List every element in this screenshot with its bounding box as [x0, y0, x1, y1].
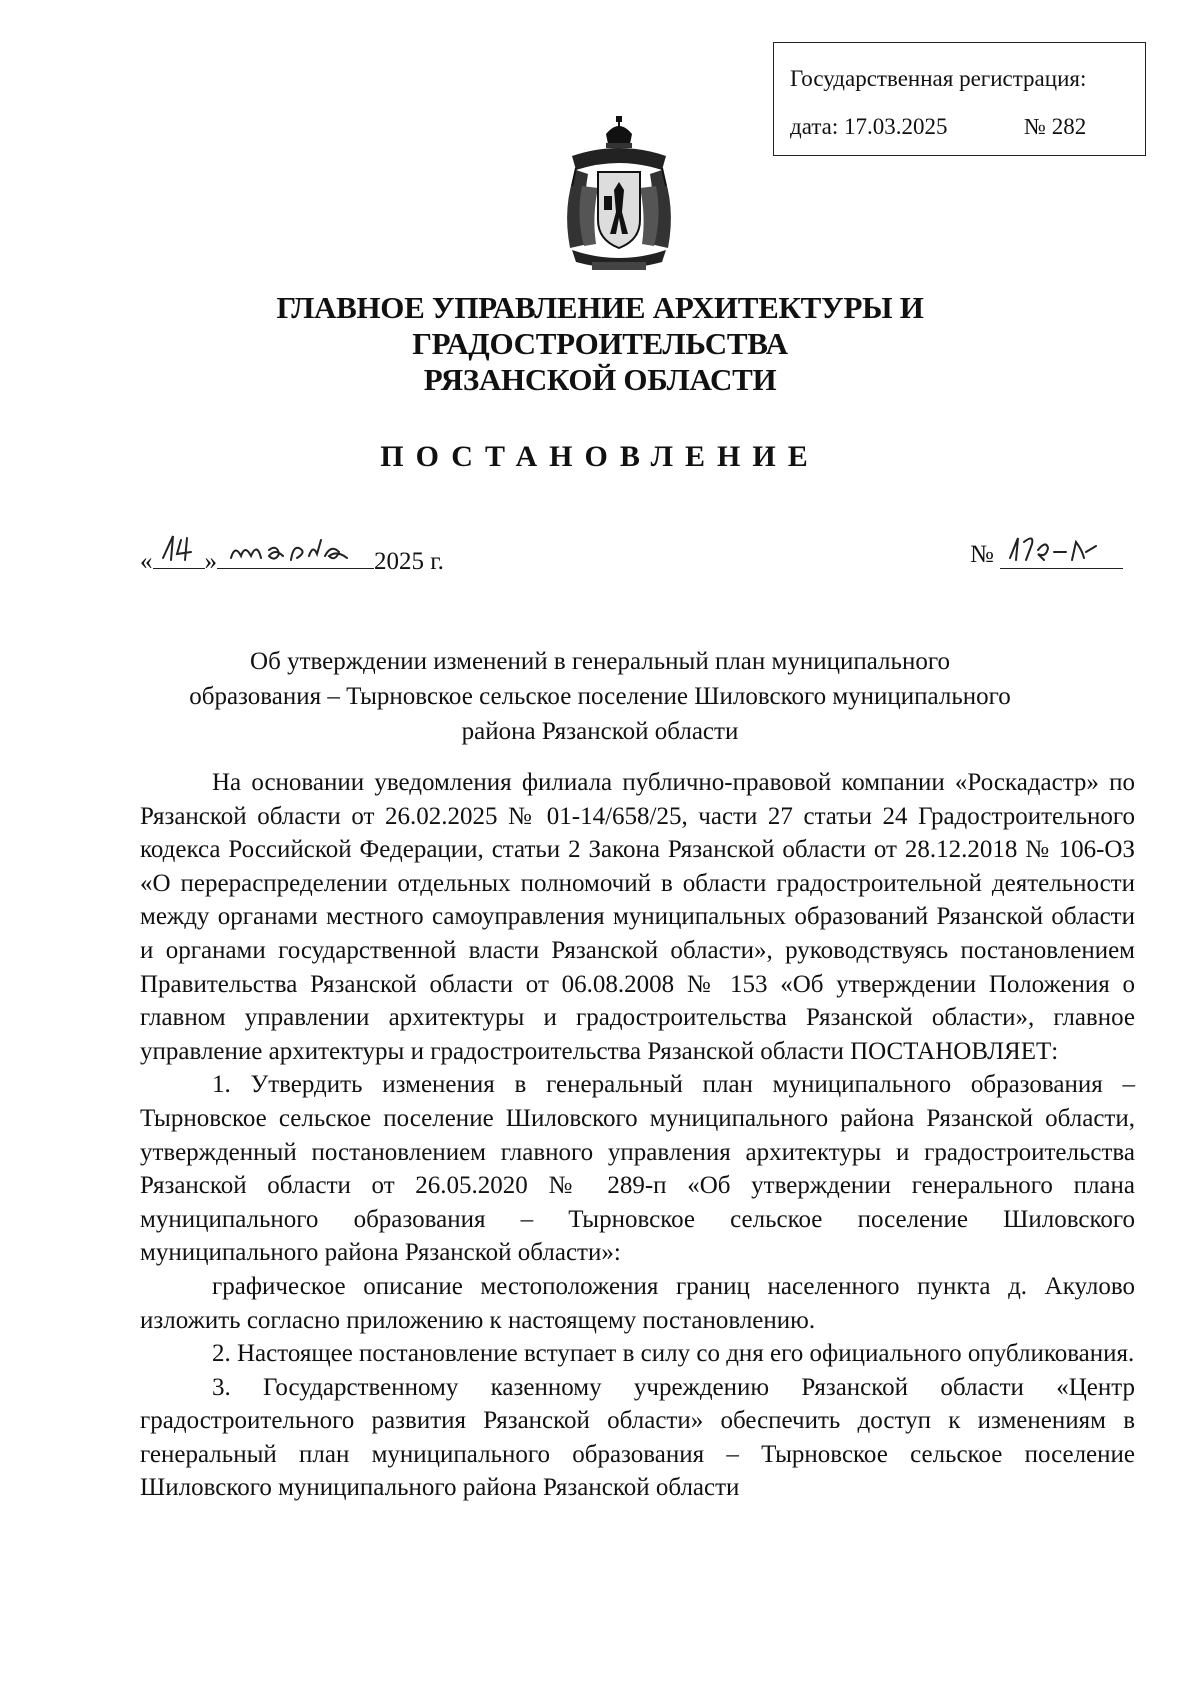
handwritten-number — [1000, 530, 1123, 566]
document-date — [140, 540, 444, 576]
date-month-field — [217, 540, 374, 569]
document-subject — [160, 644, 1040, 749]
organization-name-line1: ГЛАВНОЕ УПРАВЛЕНИЕ АРХИТЕКТУРЫ И ГРАДОСТРОИТЕЛЬСТВА — [276, 290, 924, 361]
item-1-subparagraph: графическое описание местоположения границ населенного пункта д. Акулово изложить согласно приложению к настоящему постановлению. — [140, 1272, 1135, 1334]
registration-date: дата: 17.03.2025 — [790, 114, 948, 139]
coat-of-arms-icon — [558, 116, 680, 276]
number-label: № — [970, 541, 994, 568]
organization-name-line2: РЯЗАНСКОЙ ОБЛАСТИ — [423, 362, 777, 397]
preamble-paragraph: На основании уведомления филиала публично-правовой компании «Роскадастр» по Рязанской области от 26.02.2025 № 01-14/658/25, части 27 статьи 24 Градостроительного кодекса Российской Федерации, статьи 2 Закона Рязанской области от 28.12.2018 № 106-ОЗ «О перераспределении отдельных полномочий в области градостроительной деятельности между органами местного самоуправления муниципальных образований Рязанской области и органами государственной власти Рязанской области», руководствуясь постановлением Правительства Рязанской области от 06.08.2008 № 153 «Об утверждении Положения о главном управлении архитектуры и градостроительства Рязанской области», главное управление архитектуры и градостроительства Рязанской области ПОСТАНОВЛЯЕТ: — [140, 769, 1135, 1065]
item-1-paragraph: 1. Утвердить изменения в генеральный план муниципального образования – Тырновское сельское поселение Шиловского муниципального района Рязанской области, утвержденный постановлением главного управления архитектуры и градостроительства Рязанской области от 26.05.2020 № 289-п «Об утверждении генерального плана муниципального образования – Тырновское сельское поселение Шиловского муниципального района Рязанской области»: — [140, 1071, 1135, 1267]
date-open-quote: « — [140, 548, 153, 575]
date-close-quote: » — [204, 548, 217, 575]
date-day-field — [153, 540, 205, 569]
subject-line3: района Рязанской области — [461, 718, 739, 745]
handwritten-month — [217, 526, 374, 566]
document-number — [970, 540, 1123, 569]
registration-title: Государственная регистрация: — [790, 66, 1087, 91]
number-field — [1000, 540, 1123, 569]
item-3-paragraph: 3. Государственному казенному учреждению Рязанской области «Центр градостроительного развития Рязанской области» обеспечить доступ к изменениям в генеральный план муниципального образования – Тырновское сельское поселение Шиловского муниципального района Рязанской области — [140, 1373, 1135, 1502]
document-body — [140, 766, 1135, 1505]
subject-line2: образования – Тырновское сельское поселение Шиловского муниципального — [189, 683, 1011, 710]
subject-line1: Об утверждении изменений в генеральный план муниципального — [250, 648, 950, 675]
document-type: ПОСТАНОВЛЕНИЕ — [380, 440, 820, 473]
registration-stamp — [773, 42, 1146, 156]
date-year: 2025 г. — [374, 548, 444, 575]
item-2-paragraph: 2. Настоящее постановление вступает в силу со дня его официального опубликования. — [212, 1340, 1135, 1368]
handwritten-day — [153, 526, 205, 566]
organization-name — [100, 290, 1100, 398]
registration-number: № 282 — [1024, 114, 1087, 139]
